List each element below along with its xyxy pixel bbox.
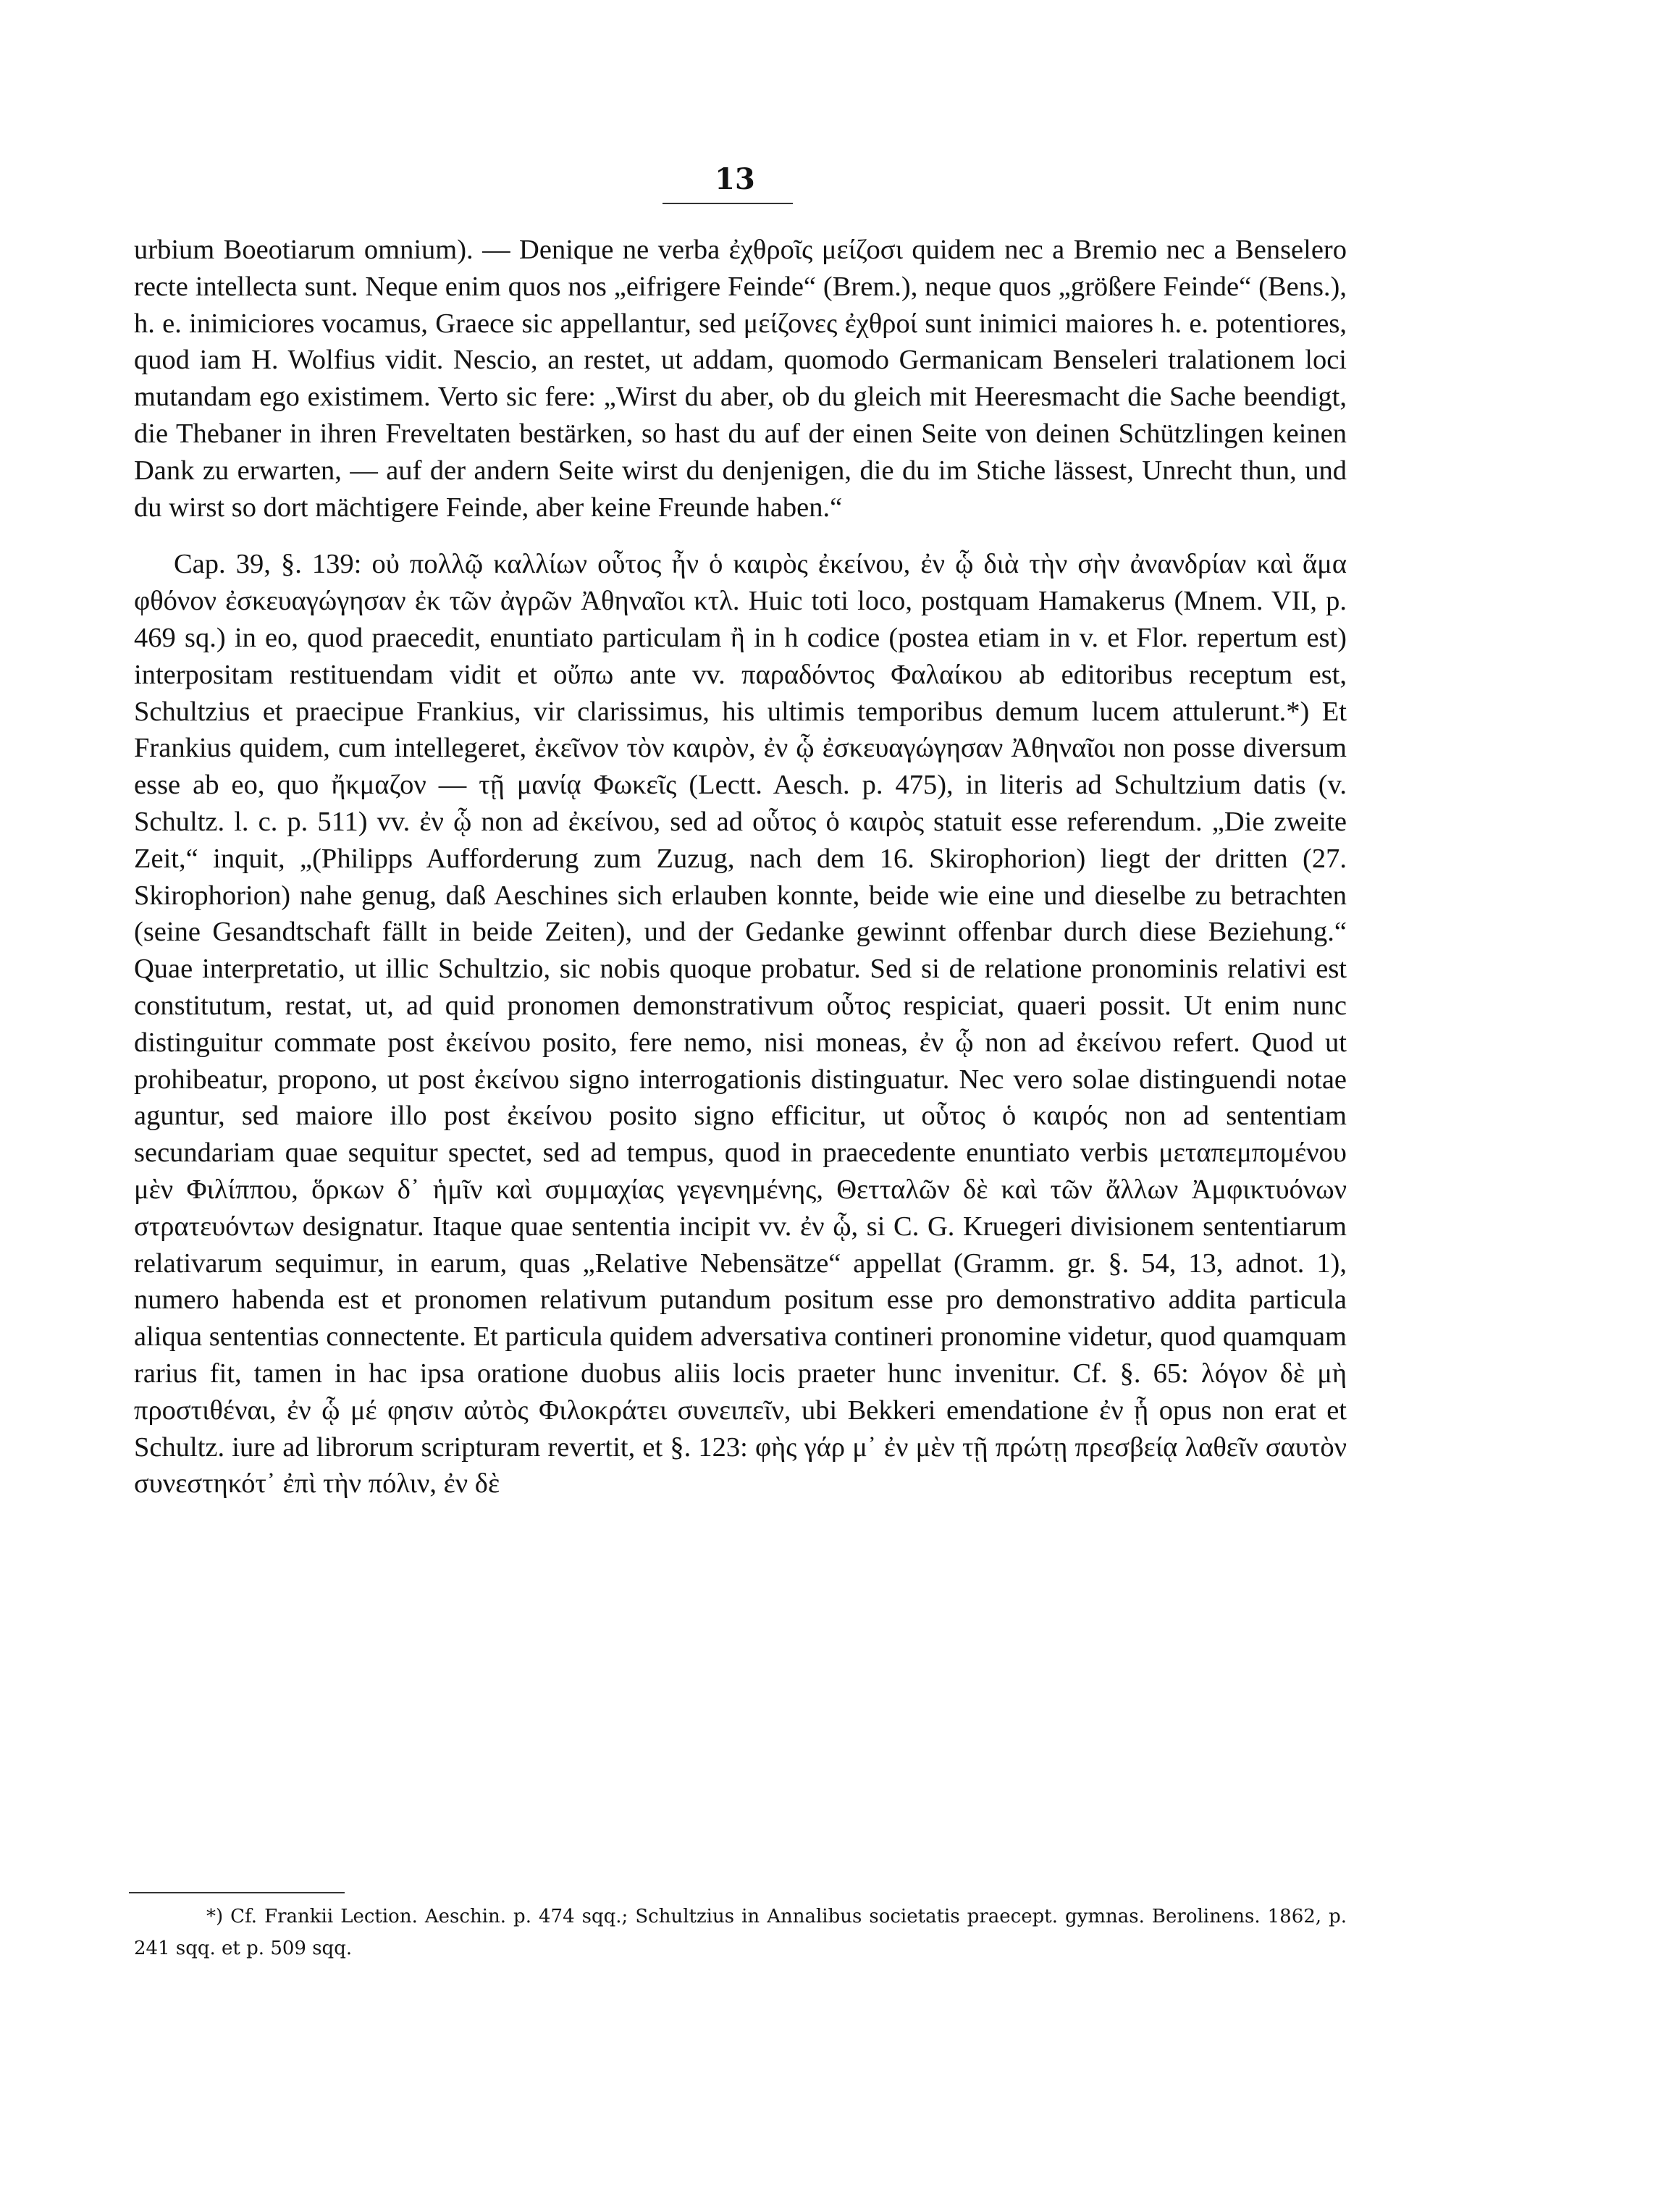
paragraph-2: Cap. 39, §. 139: οὐ πολλῷ καλλίων οὗτος ἦν ὁ καιρὸς ἐκείνου, ἐν ᾧ διὰ τὴν σὴν ἀνανδρίαν καὶ ἅμα φθόνον ἐσκευαγώγησαν ἐκ τῶν ἀγρῶν Ἀθηναῖοι κτλ. Huic toti loco, postquam Hamakerus (Mnem. VII, p. 469 sq.) in eo, quod praecedit, enuntiato particulam ἢ in h codice (postea etiam in v. et Flor. repertum est) interpositam restituendam vidit et οὔπω ante vv. παραδόντος Φαλαίκου ab editoribus receptum est, Schultzius et praecipue Frankius, vir clarissimus, his ultimis temporibus demum lucem attulerunt.*) Et Frankius quidem, cum intellegeret, ἐκεῖνον τὸν καιρὸν, ἐν ᾧ ἐσκευαγώγησαν Ἀθηναῖοι non posse diversum esse ab eo, quo ἤκμαζον — τῇ μανίᾳ Φωκεῖς (Lectt. Aesch. p. 475), in literis ad Schultzium datis (v. Schultz. l. c. p. 511) vv. ἐν ᾧ non ad ἐκείνου, sed ad οὗτος ὁ καιρὸς statuit esse referendum. „Die zweite Zeit,“ inquit, „(Philipps Aufforderung zum Zuzug, nach dem 16. Skirophorion) liegt der dritten (27. Skirophorion) nahe genug, daß Aeschines sich erlauben konnte, beide wie eine und dieselbe zu betrachten (seine Gesandtschaft fällt in beide Zeiten), und der Gedanke gewinnt offenbar durch diese Beziehung.“ Quae interpretatio, ut illic Schultzio, sic nobis quoque probatur. Sed si de relatione pronominis relativi est constitutum, restat, ut, ad quid pronomen demonstrativum οὗτος respiciat, quaeri possit. Ut enim nunc distinguitur commate post ἐκείνου posito, fere nemo, nisi moneas, ἐν ᾧ non ad ἐκείνου refert. Quod ut prohibeatur, propono, ut post ἐκείνου signo interrogationis distinguatur. Nec vero solae distinguendi notae aguntur, sed maiore illo post ἐκείνου posito signo efficitur, ut οὗτος ὁ καιρός non ad sententiam secundariam quae sequitur spectet, sed ad tempus, quod in praecedente enuntiato verbis μεταπεμπομένου μὲν Φιλίππου, ὅρκων δ᾽ ἡμῖν καὶ συμμαχίας γεγενημένης, Θετταλῶν δὲ καὶ τῶν ἄλλων Ἀμφικτυόνων στρατευόντων designatur. Itaque quae sententia incipit vv. ἐν ᾧ, si C. G. Kruegeri divisionem sententiarum relativarum sequimur, in earum, quas „Relative Nebensätze“ appellat (Gramm. gr. §. 54, 13, adnot. 1), numero habenda est et pronomen relativum putandum positum esse pro demonstrativo addita particula aliqua sententias connectente. Et particula quidem adversativa contineri pronomine videtur, quod quamquam rarius fit, tamen in hac ipsa oratione duobus aliis locis praeter hunc invenitur. Cf. §. 65: λόγον δὲ μὴ προστιθέναι, ἐν ᾧ μέ φησιν αὐτὸς Φιλοκράτει συνειπεῖν, ubi Bekkeri emendatione ἐν ᾗ opus non erat et Schultz. iure ad librorum scripturam revertit, et §. 123: φὴς γάρ μ᾽ ἐν μὲν τῇ πρώτῃ πρεσβείᾳ λαθεῖν σαυτὸν συνεστηκότ᾽ ἐπὶ τὴν πόλιν, ἐν δὲ (134, 549, 1347, 1500)
footnote: *) Cf. Frankii Lection. Aeschin. p. 474 sqq.; Schultzius in Annalibus societatis praecept. gymnas. Berolinens. 1862, p. 241 sqq. et p. 509 sqq. (134, 1906, 1347, 1959)
body-text (134, 232, 1347, 1502)
paragraph-1: urbium Boeotiarum omnium). — Denique ne verba ἐχθροῖς μείζοσι quidem nec a Bremio nec a Benselero recte intellecta sunt. Neque enim quos nos „eifrigere Feinde“ (Brem.), neque quos „größere Feinde“ (Bens.), h. e. inimiciores vocamus, Graece sic appellantur, sed μείζονες ἐχθροί sunt inimici maiores h. e. potentiores, quod iam H. Wolfius vidit. Nescio, an restet, ut addam, quomodo Germanicam Benseleri tralationem loci mutandam ego existimem. Verto sic fere: „Wirst du aber, ob du gleich mit Heeresmacht die Sache beendigt, die Thebaner in ihren Freveltaten bestärken, so hast du auf der einen Seite von deinen Schützlingen keinen Dank zu erwarten, — auf der andern Seite wirst du denjenigen, die du im Stiche lässest, Unrecht thun, und du wirst so dort mächtigere Feinde, aber keine Freunde haben.“ (134, 235, 1347, 523)
page-number: 13 (715, 162, 755, 196)
footnote-rule (129, 1892, 345, 1893)
header-rule (663, 203, 793, 204)
